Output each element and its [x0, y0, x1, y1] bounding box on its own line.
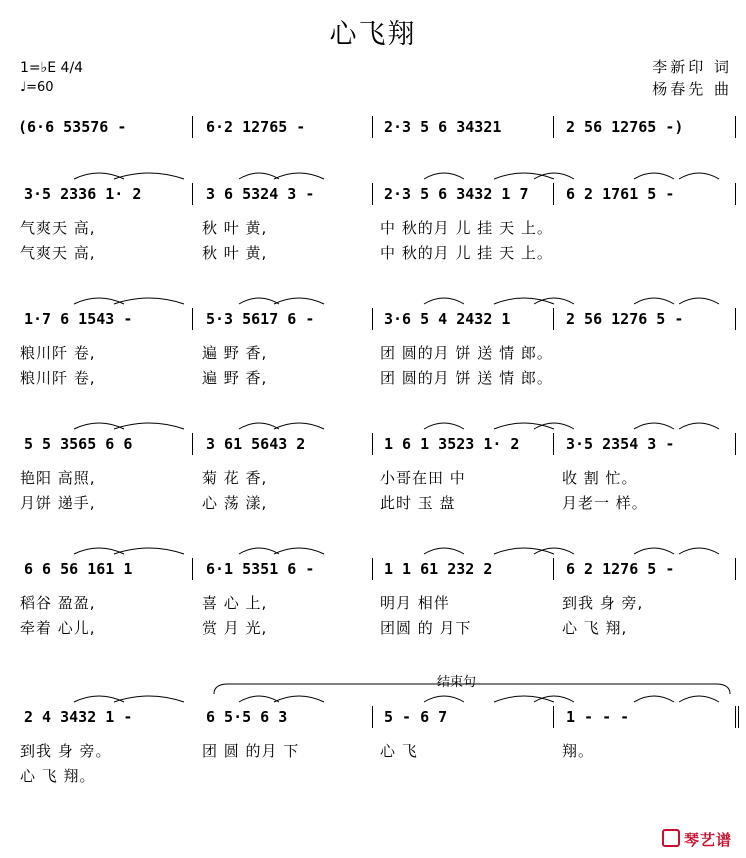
lyric-line: 气爽天 高,	[20, 219, 96, 237]
slur-marks	[14, 415, 734, 431]
bar-line	[192, 558, 193, 580]
bar-line	[192, 116, 193, 138]
measure-notes: 3·5 2336 1· 2	[24, 185, 142, 203]
lyric-line: 牵着 心儿,	[20, 619, 96, 637]
measure-notes: 3 6 5324 3 -	[206, 185, 315, 203]
slur-marks	[14, 165, 734, 181]
measure-notes: 6 6 56 161 1	[24, 560, 133, 578]
lyric-line: 遍 野 香,	[202, 369, 268, 387]
measure-notes: 6 5·5 6 3	[206, 708, 288, 726]
bar-line	[372, 558, 373, 580]
lyric-line: 遍 野 香,	[202, 344, 268, 362]
lyric-line: 翔。	[562, 742, 595, 760]
lyric-line: 粮川阡 卷,	[20, 344, 96, 362]
lyricist-credit: 李新印 词	[652, 58, 732, 76]
lyric-line: 收 割 忙。	[562, 469, 638, 487]
lyric-line: 团 圆 的月 下	[202, 742, 300, 760]
measure-notes: 1 - - -	[566, 708, 630, 726]
lyric-line: 喜 心 上,	[202, 594, 268, 612]
lyric-line: 明月 相伴	[380, 594, 450, 612]
lyric-line: 中 秋的月 儿 挂 天 上。	[380, 219, 553, 237]
measure-notes: 5·3 5617 6 -	[206, 310, 315, 328]
bar-line	[735, 308, 736, 330]
measure-notes: 1 6 1 3523 1· 2	[384, 435, 520, 453]
key-signature: 1=♭E 4/4	[20, 60, 84, 76]
lyric-line: 心 荡 漾,	[202, 494, 268, 512]
ending-bracket	[212, 680, 732, 696]
lyric-line: 艳阳 高照,	[20, 469, 96, 487]
lyric-line: 气爽天 高,	[20, 244, 96, 262]
measure-notes: 1·7 6 1543 -	[24, 310, 133, 328]
bar-line	[192, 183, 193, 205]
bar-line	[735, 116, 736, 138]
measure-notes: 2·3 5 6 3432 1 7	[384, 185, 529, 203]
bar-line	[735, 558, 736, 580]
lyric-line: 心 飞 翔。	[20, 767, 96, 785]
lyric-line: 心 飞	[380, 742, 418, 760]
bar-line	[372, 116, 373, 138]
measure-notes: 2 4 3432 1 -	[24, 708, 133, 726]
measure-notes: 5 5 3565 6 6	[24, 435, 133, 453]
bar-line	[735, 433, 736, 455]
bar-line	[192, 433, 193, 455]
bar-line	[735, 183, 736, 205]
lyric-line: 赏 月 光,	[202, 619, 268, 637]
measure-notes: 2·3 5 6 34321	[384, 118, 502, 136]
measure-notes: 2 56 12765 -)	[566, 118, 684, 136]
lyric-line: 团 圆的月 饼 送 情 郎。	[380, 344, 553, 362]
bar-line	[553, 706, 554, 728]
bar-line	[553, 558, 554, 580]
bar-line	[372, 433, 373, 455]
lyric-line: 中 秋的月 儿 挂 天 上。	[380, 244, 553, 262]
lyric-line: 小哥在田 中	[380, 469, 466, 487]
lyric-line: 团圆 的 月下	[380, 619, 472, 637]
logo-text: 琴艺谱	[683, 831, 732, 849]
measure-notes: 6 2 1276 5 -	[566, 560, 675, 578]
measure-notes: 2 56 1276 5 -	[566, 310, 684, 328]
bar-line	[735, 706, 736, 728]
lyric-line: 月老一 样。	[562, 494, 648, 512]
bar-line	[372, 706, 373, 728]
bar-line	[553, 116, 554, 138]
slur-marks	[14, 290, 734, 306]
measure-notes: (6·6 53576 -	[18, 118, 127, 136]
lyric-line: 此时 玉 盘	[380, 494, 456, 512]
bar-line	[372, 183, 373, 205]
measure-notes: 3·5 2354 3 -	[566, 435, 675, 453]
lyric-line: 到我 身 旁,	[562, 594, 644, 612]
lyric-line: 秋 叶 黄,	[202, 219, 268, 237]
lyric-line: 心 飞 翔,	[562, 619, 628, 637]
tempo-marking: ♩=60	[20, 80, 54, 95]
bar-line	[553, 183, 554, 205]
bar-line	[553, 308, 554, 330]
bar-line	[192, 308, 193, 330]
measure-notes: 5 - 6 7	[384, 708, 448, 726]
lyric-line: 月饼 递手,	[20, 494, 96, 512]
measure-notes: 1 1 61 232 2	[384, 560, 493, 578]
composer-credit: 杨春先 曲	[652, 80, 732, 98]
logo-icon	[662, 829, 680, 847]
lyric-line: 秋 叶 黄,	[202, 244, 268, 262]
lyric-line: 团 圆的月 饼 送 情 郎。	[380, 369, 553, 387]
bar-line	[553, 433, 554, 455]
lyric-line: 粮川阡 卷,	[20, 369, 96, 387]
lyric-line: 菊 花 香,	[202, 469, 268, 487]
measure-notes: 6·2 12765 -	[206, 118, 306, 136]
ending-label: 结束句	[437, 675, 477, 690]
measure-notes: 3 61 5643 2	[206, 435, 306, 453]
measure-notes: 6·1 5351 6 -	[206, 560, 315, 578]
song-title: 心飞翔	[329, 19, 417, 50]
bar-line	[372, 308, 373, 330]
logo	[662, 829, 732, 850]
measure-notes: 3·6 5 4 2432 1	[384, 310, 511, 328]
lyric-line: 稻谷 盈盈,	[20, 594, 96, 612]
slur-marks	[14, 540, 734, 556]
lyric-line: 到我 身 旁。	[20, 742, 112, 760]
measure-notes: 6 2 1761 5 -	[566, 185, 675, 203]
